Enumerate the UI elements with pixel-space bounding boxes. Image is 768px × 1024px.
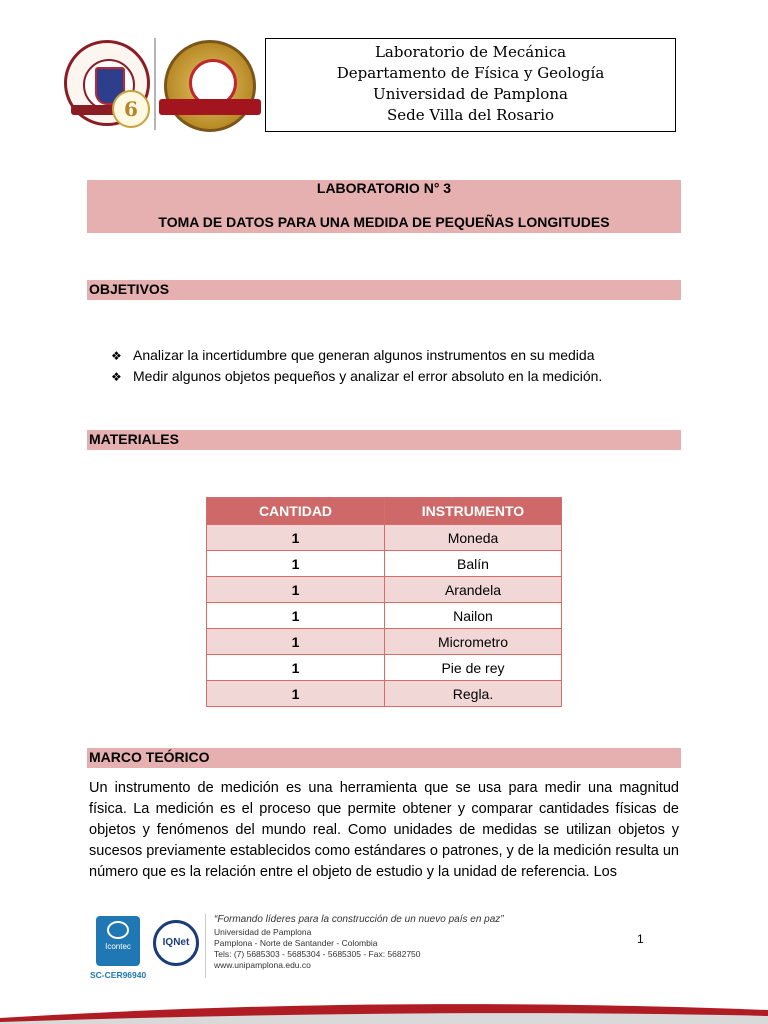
table-row bbox=[207, 655, 562, 681]
instrumento-cell: Balín bbox=[385, 551, 562, 577]
cantidad-cell: 1 bbox=[207, 525, 385, 551]
table-header-row bbox=[207, 498, 562, 525]
anniversary-logo: 6 bbox=[112, 90, 150, 128]
lab-topic-title: TOMA DE DATOS PARA UNA MEDIDA DE PEQUEÑAS LONGITUDES bbox=[158, 214, 610, 230]
instrumento-cell: Micrometro bbox=[385, 629, 562, 655]
instrumento-cell: Moneda bbox=[385, 525, 562, 551]
bullet-diamond-icon: ❖ bbox=[111, 370, 122, 384]
footer-university: Universidad de Pamplona bbox=[214, 927, 312, 937]
column-header-cantidad: CANTIDAD bbox=[207, 498, 385, 525]
footer-phones: Tels: (7) 5685303 - 5685304 - 5685305 - Fax: 5682750 bbox=[214, 949, 421, 959]
section-heading-marco-teorico: MARCO TEÓRICO bbox=[87, 748, 681, 768]
instrumento-cell: Arandela bbox=[385, 577, 562, 603]
footer-quote: “Formando líderes para la construcción de un nuevo país en paz” bbox=[214, 914, 504, 925]
accreditation-badge-logo bbox=[164, 40, 256, 132]
certificate-code: SC-CER96940 bbox=[90, 970, 147, 980]
objective-text: Medir algunos objetos pequeños y analizar el error absoluto en la medición. bbox=[133, 368, 603, 384]
table-row bbox=[207, 681, 562, 707]
section-heading-materiales: MATERIALES bbox=[87, 430, 681, 450]
instrumento-cell: Pie de rey bbox=[385, 655, 562, 681]
list-item bbox=[111, 368, 602, 384]
list-item bbox=[111, 347, 595, 363]
iqnet-label: IQNet bbox=[162, 937, 190, 948]
cantidad-cell: 1 bbox=[207, 603, 385, 629]
page-number: 1 bbox=[637, 932, 644, 946]
cantidad-cell: 1 bbox=[207, 577, 385, 603]
footer-website: www.unipamplona.edu.co bbox=[214, 960, 311, 970]
header-line: Departamento de Física y Geología bbox=[336, 64, 605, 82]
bullet-diamond-icon: ❖ bbox=[111, 349, 122, 363]
instrumento-cell: Regla. bbox=[385, 681, 562, 707]
instrumento-cell: Nailon bbox=[385, 603, 562, 629]
table-row bbox=[207, 577, 562, 603]
cantidad-cell: 1 bbox=[207, 629, 385, 655]
materials-table bbox=[206, 497, 562, 707]
objective-text: Analizar la incertidumbre que generan algunos instrumentos en su medida bbox=[133, 347, 595, 363]
table-row bbox=[207, 629, 562, 655]
iqnet-certification-logo bbox=[153, 920, 199, 966]
section-heading-objetivos: OBJETIVOS bbox=[87, 280, 681, 300]
table-row bbox=[207, 525, 562, 551]
cantidad-cell: 1 bbox=[207, 655, 385, 681]
footer-address: Pamplona - Norte de Santander - Colombia bbox=[214, 938, 378, 948]
icontec-label: Icontec bbox=[105, 942, 131, 951]
logo-divider bbox=[154, 38, 156, 130]
column-header-instrumento: INSTRUMENTO bbox=[385, 498, 562, 525]
lab-number-title: LABORATORIO N° 3 bbox=[316, 180, 452, 196]
table-row bbox=[207, 603, 562, 629]
cantidad-cell: 1 bbox=[207, 681, 385, 707]
header-line: Laboratorio de Mecánica bbox=[374, 43, 567, 61]
footer-divider bbox=[205, 914, 206, 978]
header-line: Sede Villa del Rosario bbox=[386, 106, 555, 124]
header-line: Universidad de Pamplona bbox=[373, 85, 568, 103]
table-row bbox=[207, 551, 562, 577]
theory-paragraph: Un instrumento de medición es una herramienta que se usa para medir una magnitud física. La medición es el proceso que permite obtener y comparar cantidades físicas de objetos y fenómenos del mundo real. Como unidades de medidas se utilizan objetos y sucesos previamente establecidos como estándares o patrones, y de la medición resulta un número que es la relación entre el objeto de estudio y la unidad de referencia. Los bbox=[89, 780, 679, 880]
footer-swoosh-decoration bbox=[0, 988, 768, 1024]
header-info-box bbox=[265, 38, 676, 132]
cantidad-cell: 1 bbox=[207, 551, 385, 577]
icontec-certification-logo bbox=[96, 916, 140, 966]
